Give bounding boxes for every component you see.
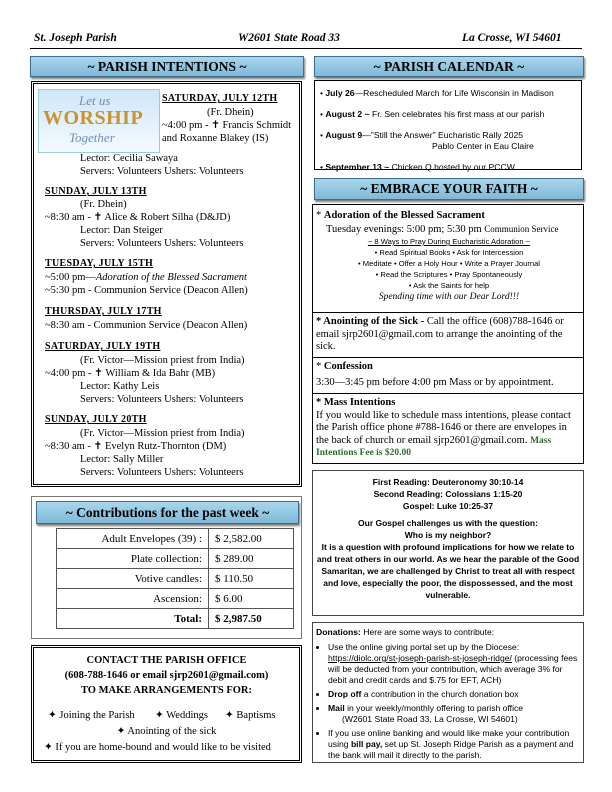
contact-item: ✦ If you are home-bound and would like to be visited (44, 742, 271, 753)
text-faith-mass_title: * Mass Intentions (316, 397, 396, 408)
text-contributions-rows-0-label: Adult Envelopes (39) : (57, 529, 209, 549)
text-contributions-rows-3-label: Ascension: (57, 589, 209, 609)
text-contributions-rows-4-label: Total: (57, 609, 209, 629)
contact-phone: (608-788-1646 or email sjrp2601@gmail.com) (64, 670, 269, 681)
text-readings-q2: Who is my neighbor? (404, 530, 492, 540)
logo-text-2: WORSHIP (43, 107, 144, 129)
list-item (328, 728, 580, 761)
day-sat-12: SATURDAY, JULY 12TH (162, 93, 278, 104)
text-donations-b3b: in your weekly/monthly offering to parish office (344, 703, 524, 713)
intention: ~5:30 pm - Communion Service (Deacon Allen) (45, 285, 248, 296)
text-donations-b2b: a contribution in the church donation box (361, 689, 519, 699)
day-sun-13: SUNDAY, JULY 13TH (45, 186, 147, 197)
header-rule (30, 48, 582, 49)
list-item (328, 703, 580, 725)
donations-section (316, 627, 580, 764)
priest: (Fr. Dhein) (80, 199, 127, 210)
text-readings-r2: Second Reading: Colossians 1:15-20 (373, 489, 523, 499)
list-item: • September 13 ~ Chicken Q hosted by our PCCW (320, 162, 515, 172)
text-faith-conf_title: Confession (323, 361, 373, 372)
text-intentions-lines-12: ~5:00 pm— (45, 272, 96, 283)
text-calendar-items-3-date: September 13 ~ (325, 162, 390, 172)
intention (45, 272, 247, 284)
list-item: • July 26—Rescheduled March for Life Wisconsin in Madison (320, 88, 554, 98)
text-contributions-rows-3-value: $ 6.00 (209, 589, 294, 609)
text-contributions-rows-4-value: $ 2,987.50 (209, 609, 294, 629)
lector: Lector: Sally Miller (80, 454, 164, 465)
contact-item: ✦ Weddings (155, 710, 208, 721)
text-faith-ador_l5: • Read the Scriptures • Pray Spontaneously (375, 270, 523, 279)
text-faith-ador_l4: • Meditate • Offer a Holy Hour • Write a Prayer Journal (358, 259, 540, 268)
divider (312, 357, 584, 358)
divider (312, 393, 584, 394)
contributions-table (56, 528, 294, 629)
text-readings-q1: Our Gospel challenges us with the question: (358, 518, 538, 528)
text-faith-ador_l1b: Communion Service (484, 223, 559, 234)
contact-subtitle: TO MAKE ARRANGEMENTS FOR: (80, 685, 253, 696)
table-row (57, 549, 294, 569)
text-donations-b3c: (W2601 State Road 33, La Crosse, WI 54601) (342, 714, 518, 724)
intention: ~8:30 am - ✝ Alice & Robert Silha (D&JD) (45, 212, 231, 223)
text-faith-conf_text: 3:30—3:45 pm before 4:00 pm Mass or by appointment. (316, 376, 554, 388)
parish-name: St. Joseph Parish (34, 32, 117, 44)
faith-banner: ~ EMBRACE YOUR FAITH ~ (314, 178, 584, 200)
servers: Servers: Volunteers Ushers: Volunteers (80, 394, 244, 405)
text-calendar-items-2-text: —"Still the Answer" Eucharistic Rally 2025 (362, 130, 524, 140)
calendar-banner: ~ PARISH CALENDAR ~ (314, 56, 584, 77)
calendar-list (320, 88, 580, 173)
anointing-section (316, 316, 578, 354)
text-faith-ador_l3: • Read Spiritual Books • Ask for Intercession (374, 248, 524, 257)
intentions-banner: ~ PARISH INTENTIONS ~ (30, 56, 304, 77)
text-contributions-rows-1-label: Plate collection: (57, 549, 209, 569)
lector: Lector: Dan Steiger (80, 225, 163, 236)
text-donations-title: Donations: (316, 627, 361, 637)
text-faith-ador_title: Adoration of the Blessed Sacrament (323, 210, 485, 221)
confession-section: * Confession 3:30—3:45 pm before 4:00 pm Mass or by appointment. (316, 361, 578, 389)
servers: Servers: Volunteers Ushers: Volunteers (80, 238, 244, 249)
logo-text-1: Let us (79, 93, 111, 108)
readings-section (316, 476, 580, 601)
servers: Servers: Volunteers Ushers: Volunteers (80, 166, 244, 177)
table-row (57, 529, 294, 549)
text-donations-intro: Here are some ways to contribute: (360, 627, 495, 637)
text-faith-ador_l2: ~ 8 Ways to Pray During Eucharistic Adoration ~ (367, 237, 531, 246)
text-faith-mass_fee: Mass Intentions Fee is $20.00 (316, 435, 552, 458)
text-readings-r1: First Reading: Deuteronomy 30:10-14 (372, 477, 524, 487)
text-faith-ador_l7: Spending time with our Dear Lord!!! (378, 292, 520, 302)
logo-text-3: Together (69, 130, 115, 145)
parish-city: La Crosse, WI 54601 (462, 32, 562, 44)
text-faith-anoint_text: Call the office (608)788-1646 or email sjrp2601@gmail.com to arrange the anointing of the sick. (316, 316, 564, 352)
text-readings-p: It is a question with profound implications for how we relate to and treat others in our world. As we hear the parable of the Good Samaritan, we are challenged by Christ to treat all with respect and love, especially the poor, the dispossessed, and the most vulnerable. (316, 542, 580, 600)
day-sun-20: SUNDAY, JULY 20TH (45, 414, 147, 425)
text-contributions-rows-1-value: $ 289.00 (209, 549, 294, 569)
contact-title: CONTACT THE PARISH OFFICE (86, 655, 247, 666)
list-item: • August 9—"Still the Answer" Eucharistic Rally 2025 (320, 130, 524, 140)
contact-item: ✦ Joining the Parish (48, 710, 135, 721)
contact-item: ✦ Anointing of the sick (116, 726, 217, 737)
worship-logo (38, 89, 160, 153)
intention: ~4:00 pm - ✝ Francis Schmidt (162, 120, 292, 131)
text-readings-r3: Gospel: Luke 10:25-37 (402, 501, 494, 511)
contact-item: ✦ Baptisms (225, 710, 276, 721)
mass-intentions-section (316, 397, 578, 460)
list-item (328, 689, 580, 700)
text-intentions-lines-13: Adoration of the Blessed Sacrament (95, 272, 247, 283)
priest: (Fr. Victor—Mission priest from India) (80, 355, 245, 366)
lector: Lector: Kathy Leis (80, 381, 160, 392)
text-calendar-items-0-date: July 26 (325, 88, 355, 98)
text-calendar-items-3-text: Chicken Q hosted by our PCCW (389, 162, 515, 172)
text-contributions-rows-2-label: Votive candles: (57, 569, 209, 589)
list-item (328, 642, 580, 686)
text-calendar-items-2-date: August 9 (325, 130, 363, 140)
contributions-banner: ~ Contributions for the past week ~ (36, 501, 299, 524)
list-item-cont: Pablo Center in Eau Claire (432, 141, 534, 151)
text-donations-b1a: Use the online giving portal set up by the Diocese: (328, 642, 520, 652)
list-item: • August 2 ~ Fr. Sen celebrates his first mass at our parish (320, 109, 545, 119)
servers: Servers: Volunteers Ushers: Volunteers (80, 467, 244, 478)
text-calendar-items-1-date: August 2 ~ (325, 109, 370, 119)
priest: (Fr. Dhein) (207, 107, 254, 118)
text-faith-ador_l1: Tuesday evenings: 5:00 pm; 5:30 pm (326, 223, 485, 235)
text-calendar-items-0-text: —Rescheduled March for Life Wisconsin in Madison (354, 88, 554, 98)
adoration-section: * Adoration of the Blessed Sacrament Tuesday evenings: 5:00 pm; 5:30 pm Communion Service ~ 8 Ways to Pray During Eucharistic Adoration ~ • Read Spiritual Books • Ask for Intercession • Meditate • Offer a Holy Hour • Write a Prayer Journal • Read the Scriptures • Pray Spontaneously • Ask the Saints for help Spending time with our Dear Lord!!! (316, 210, 582, 304)
divider (312, 312, 584, 313)
text-faith-mass_text: If you would like to schedule mass intentions, please contact the Parish office phone #788-1646 or there are envelopes in the back of church or email sjrp2601@gmail.com. (316, 409, 571, 446)
day-thu-17: THURSDAY, JULY 17TH (45, 306, 162, 317)
intention: ~4:00 pm - ✝ William & Ida Bahr (MB) (45, 368, 216, 379)
text-donations-b4a: If you use online banking and would like make your contribution using (328, 728, 570, 749)
text-faith-ador_l6: • Ask the Saints for help (408, 281, 490, 290)
intention: ~8:30 am - Communion Service (Deacon Allen) (45, 320, 248, 331)
text-donations-b4b: set up St. Joseph Ridge Parish as a payment and the bank will mail it directly to the parish. (328, 739, 574, 760)
priest: (Fr. Victor—Mission priest from India) (80, 428, 245, 439)
table-row (57, 589, 294, 609)
lector: Lector: Cecilia Sawaya (80, 153, 178, 164)
text-contributions-rows-0-value: $ 2,582.00 (209, 529, 294, 549)
table-row (57, 569, 294, 589)
donation-link[interactable]: https://diolc.org/st-joseph-parish-st-joseph-ridge/ (328, 653, 512, 663)
table-row (57, 609, 294, 629)
parish-address: W2601 State Road 33 (238, 32, 340, 44)
day-sat-19: SATURDAY, JULY 19TH (45, 341, 161, 352)
text-donations-b3a: Mail (328, 703, 345, 713)
text-donations-b2a: Drop off (328, 689, 362, 699)
text-calendar-items-1-text: Fr. Sen celebrates his first mass at our parish (369, 109, 545, 119)
day-tue-15: TUESDAY, JULY 15TH (45, 258, 154, 269)
text-donations-b4bold: bill pay, (350, 739, 383, 749)
intention-cont: and Roxanne Blakey (IS) (162, 133, 269, 144)
text-faith-anoint_title: * Anointing of the Sick - (316, 316, 427, 327)
intention: ~8:30 am - ✝ Evelyn Rutz-Thornton (DM) (45, 441, 227, 452)
text-donations-b1b: (processing fees will be deducted from your contribution, which average 3% for debit and credit cards and $.75 for EFT, ACH) (328, 653, 578, 685)
text-contributions-rows-2-value: $ 110.50 (209, 569, 294, 589)
